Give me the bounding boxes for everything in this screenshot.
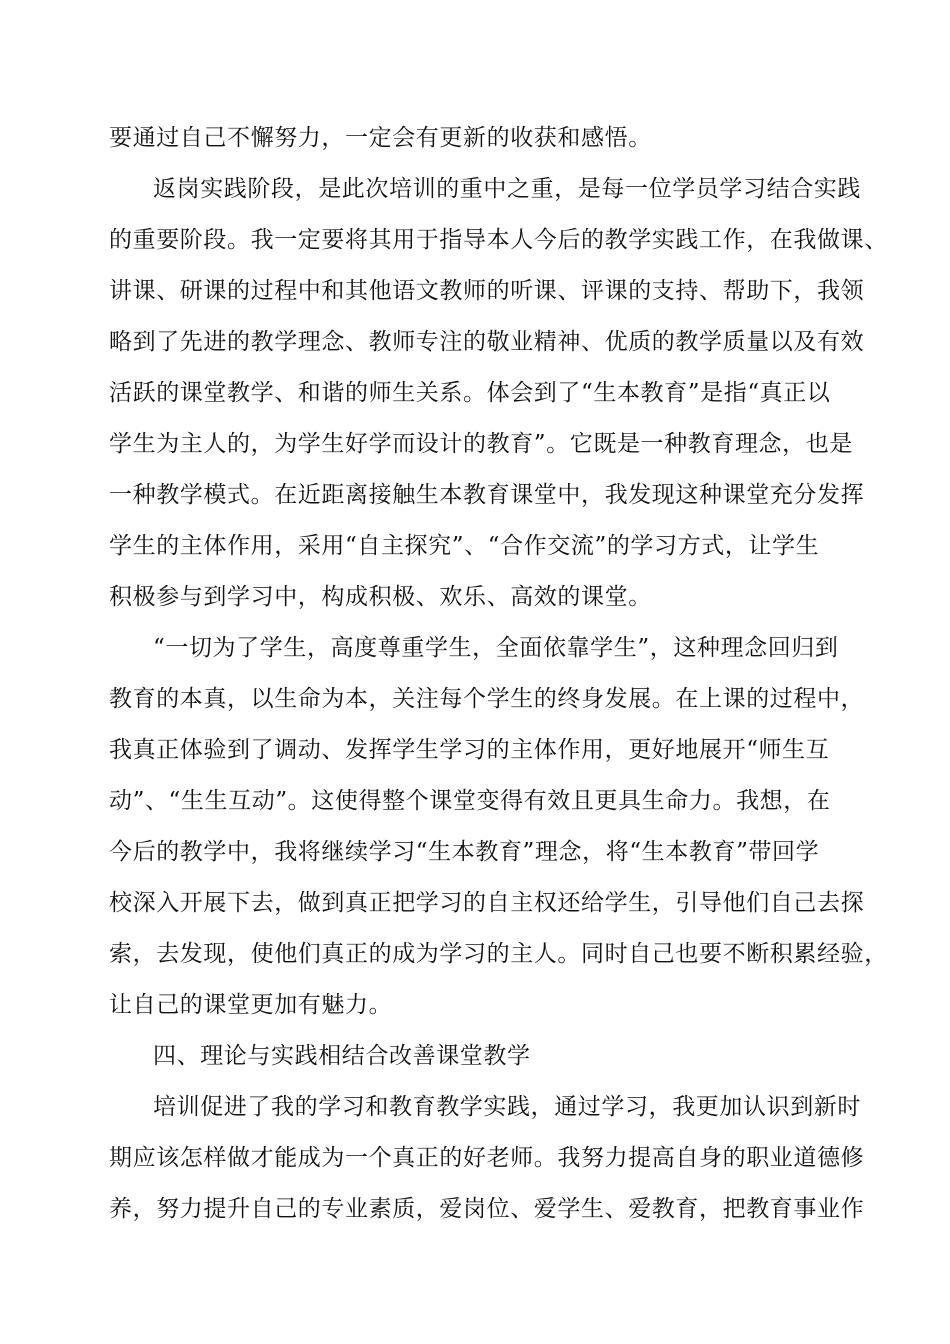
text-line: 学生为主人的，为学生好学而设计的教育”。它既是一种教育理念，也是 — [109, 431, 853, 457]
text-line: 一种教学模式。在近距离接触生本教育课堂中，我发现这种课堂充分发挥 — [109, 482, 865, 508]
text-line: 期应该怎样做才能成为一个真正的好老师。我努力提高自身的职业道德修 — [109, 1145, 865, 1171]
text-line: 略到了先进的教学理念、教师专注的敬业精神、优质的教学质量以及有效 — [109, 329, 865, 355]
text-line: 教育的本真，以生命为本，关注每个学生的终身发展。在上课的过程中， — [109, 686, 865, 712]
text-line: 活跃的课堂教学、和谐的师生关系。体会到了“生本教育”是指“真正以 — [109, 380, 831, 406]
text-line: 我真正体验到了调动、发挥学生学习的主体作用，更好地展开“师生互 — [109, 737, 830, 763]
text-line: 动”、“生生互动”。这使得整个课堂变得有效且更具生命力。我想，在 — [109, 788, 831, 814]
text-line: 积极参与到学习中，构成积极、欢乐、高效的课堂。 — [109, 584, 652, 610]
text-line: 讲课、研课的过程中和其他语文教师的听课、评课的支持、帮助下，我领 — [109, 278, 865, 304]
text-line: 要通过自己不懈努力，一定会有更新的收获和感悟。 — [109, 125, 652, 151]
text-line: 学生的主体作用，采用“自主探究”、“合作交流”的学习方式，让学生 — [109, 533, 820, 559]
text-line: 今后的教学中，我将继续学习“生本教育”理念，将“生本教育”带回学 — [109, 839, 820, 865]
text-line: 校深入开展下去，做到真正把学习的自主权还给学生，引导他们自己去探 — [109, 890, 865, 916]
section-heading: 四、理论与实践相结合改善课堂教学 — [153, 1043, 531, 1069]
paragraph-first-line: 培训促进了我的学习和教育教学实践，通过学习，我更加认识到新时 — [153, 1094, 861, 1120]
text-line: 让自己的课堂更加有魅力。 — [109, 992, 393, 1018]
text-line: 养，努力提升自己的专业素质，爱岗位、爱学生、爱教育，把教育事业作 — [109, 1196, 865, 1222]
text-line: 的重要阶段。我一定要将其用于指导本人今后的教学实践工作，在我做课、 — [109, 227, 888, 253]
paragraph-first-line: 返岗实践阶段，是此次培训的重中之重，是每一位学员学习结合实践 — [153, 176, 861, 202]
text-line: 索，去发现，使他们真正的成为学习的主人。同时自己也要不断积累经验， — [109, 941, 888, 967]
paragraph-first-line: “一切为了学生，高度尊重学生，全面依靠学生”，这种理念回归到 — [153, 635, 839, 661]
